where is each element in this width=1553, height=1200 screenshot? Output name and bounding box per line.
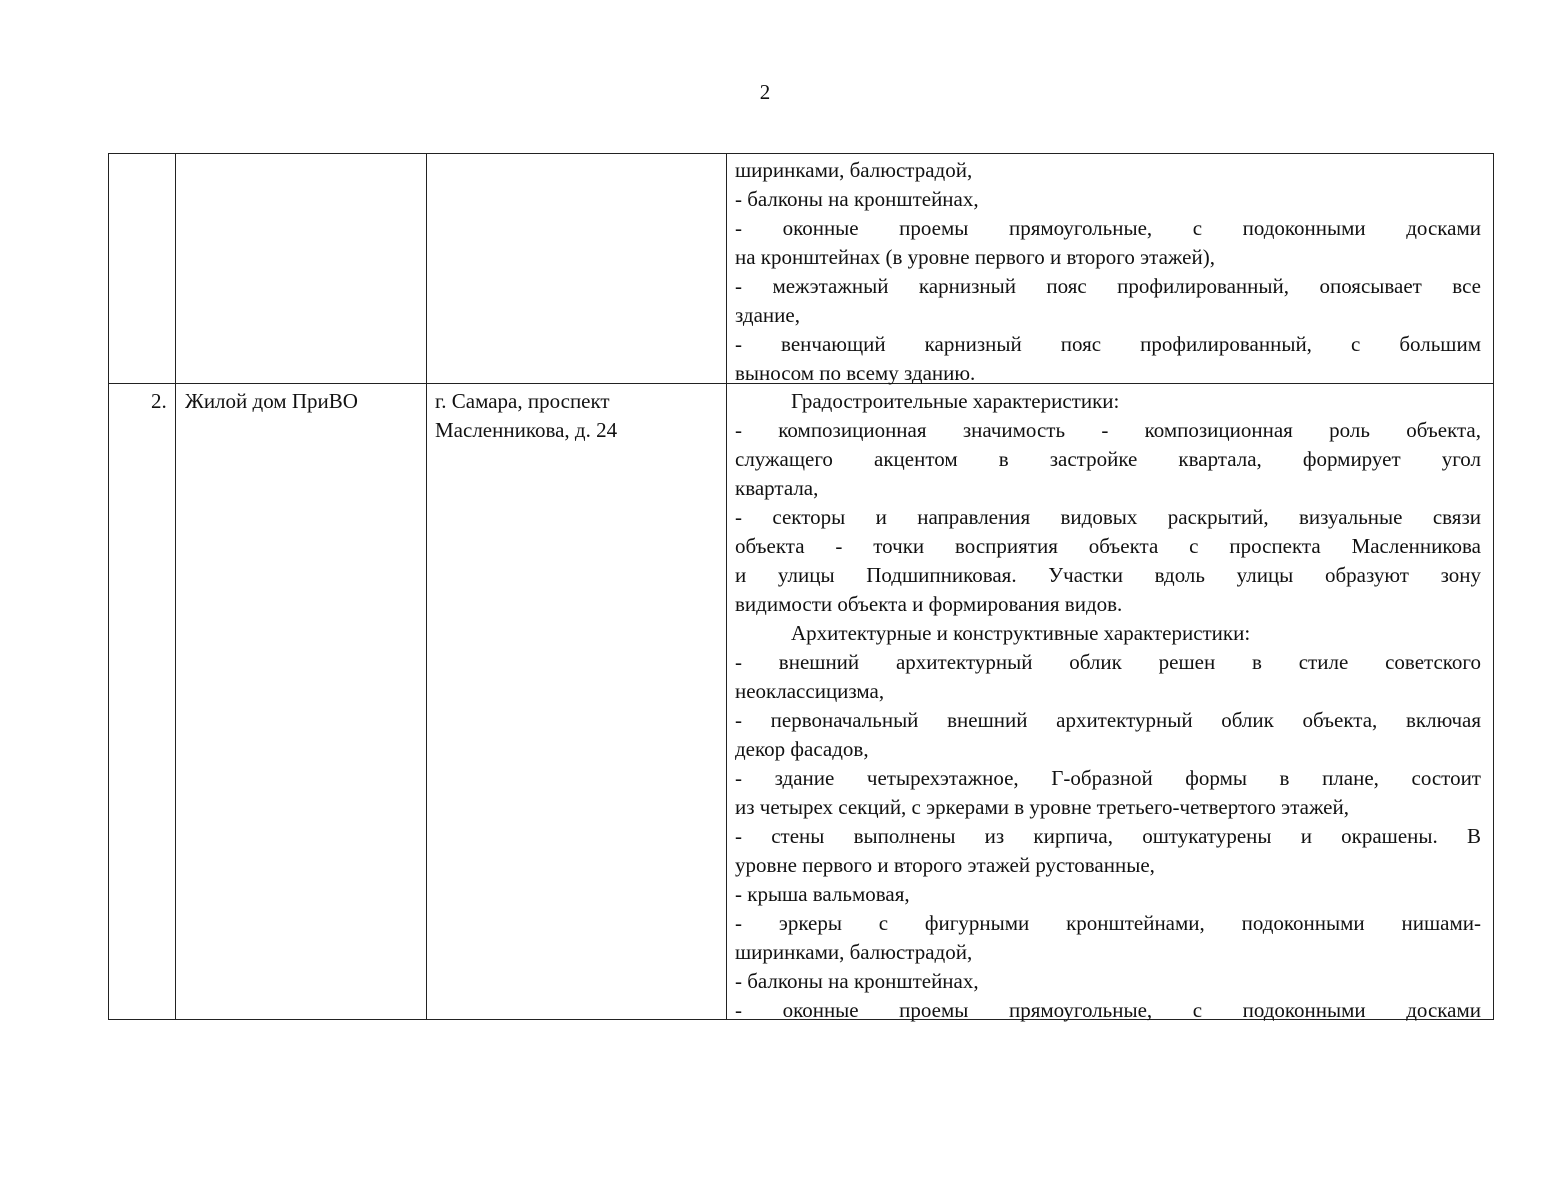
- description-line: Архитектурные и конструктивные характеристики:: [791, 621, 1251, 645]
- row2-address-line1: г. Самара, проспект: [435, 389, 610, 413]
- description-line: - здание четырехэтажное, Г-образной формы в плане, состоит: [735, 766, 1481, 790]
- description-line: из четырех секций, с эркерами в уровне третьего-четвертого этажей,: [735, 795, 1349, 819]
- description-line: - композиционная значимость - композиционная роль объекта,: [735, 418, 1481, 442]
- description-line: выносом по всему зданию.: [735, 361, 976, 385]
- objects-table: [108, 153, 1494, 1020]
- description-line: - эркеры с фигурными кронштейнами, подоконными нишами-: [735, 911, 1481, 935]
- description-line: - крыша вальмовая,: [735, 882, 910, 906]
- description-line: объекта - точки восприятия объекта с проспекта Масленникова: [735, 534, 1481, 558]
- description-line: - балконы на кронштейнах,: [735, 969, 979, 993]
- description-line: декор фасадов,: [735, 737, 869, 761]
- description-line: - внешний архитектурный облик решен в стиле советского: [735, 650, 1481, 674]
- description-line: неоклассицизма,: [735, 679, 885, 703]
- description-line: - первоначальный внешний архитектурный облик объекта, включая: [735, 708, 1481, 732]
- column-divider-number: [175, 154, 176, 1019]
- description-line: служащего акцентом в застройке квартала, формирует угол: [735, 447, 1481, 471]
- description-line: ширинками, балюстрадой,: [735, 940, 973, 964]
- row2-object-name: Жилой дом ПриВО: [185, 389, 358, 413]
- column-divider-name: [426, 154, 427, 1019]
- row2-number: 2.: [151, 389, 167, 413]
- description-line: - межэтажный карнизный пояс профилированный, опоясывает все: [735, 274, 1481, 298]
- description-line: - оконные проемы прямоугольные, с подоконными досками: [735, 216, 1481, 240]
- description-line: - секторы и направления видовых раскрытий, визуальные связи: [735, 505, 1481, 529]
- description-line: на кронштейнах (в уровне первого и второго этажей),: [735, 245, 1215, 269]
- row2-address-line2: Масленникова, д. 24: [435, 418, 618, 442]
- description-line: - стены выполнены из кирпича, оштукатурены и окрашены. В: [735, 824, 1481, 848]
- description-line: здание,: [735, 303, 800, 327]
- description-line: - венчающий карнизный пояс профилированный, с большим: [735, 332, 1481, 356]
- description-line: уровне первого и второго этажей рустованные,: [735, 853, 1155, 877]
- description-line: - оконные проемы прямоугольные, с подоконными досками: [735, 998, 1481, 1022]
- column-divider-address: [726, 154, 727, 1019]
- description-line: Градостроительные характеристики:: [791, 389, 1120, 413]
- description-line: ширинками, балюстрадой,: [735, 158, 973, 182]
- page-number: 2: [759, 80, 771, 104]
- description-line: - балконы на кронштейнах,: [735, 187, 979, 211]
- row2-description: [735, 387, 1481, 1025]
- description-line: квартала,: [735, 476, 819, 500]
- row1-description: [735, 156, 1481, 388]
- description-line: видимости объекта и формирования видов.: [735, 592, 1123, 616]
- description-line: и улицы Подшипниковая. Участки вдоль улицы образуют зону: [735, 563, 1481, 587]
